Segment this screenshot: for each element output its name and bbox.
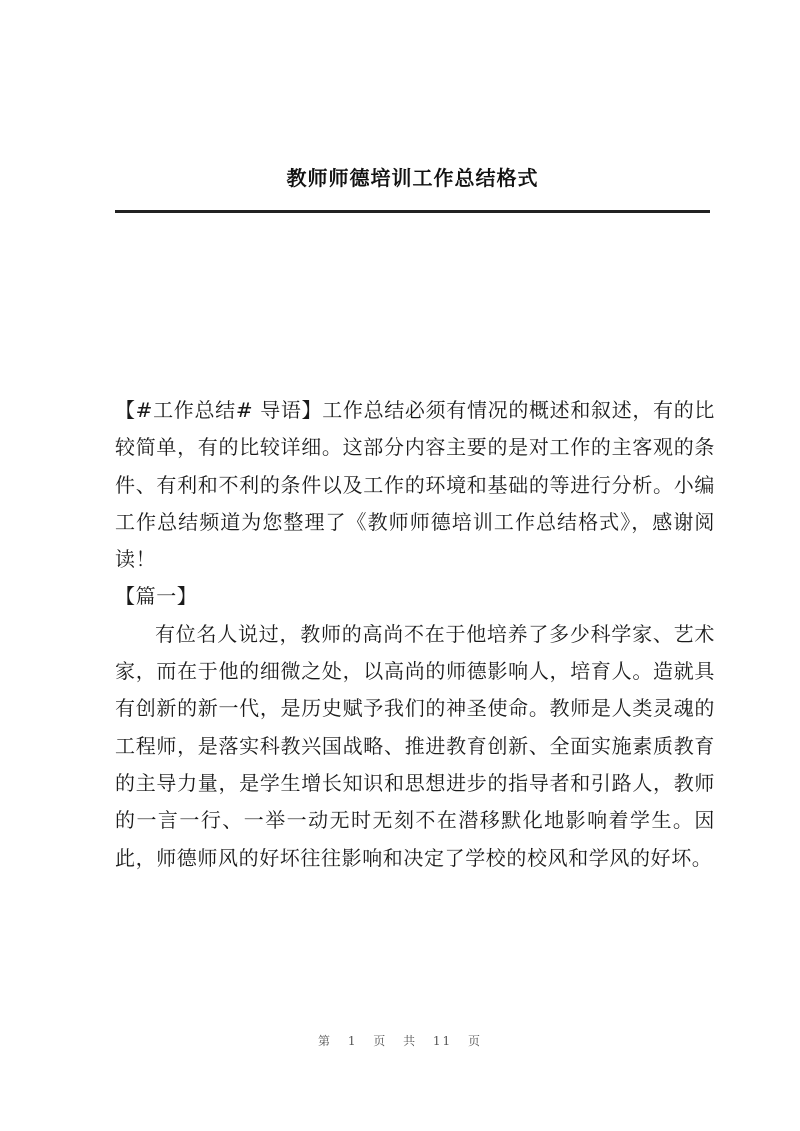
document-title: 教师师德培训工作总结格式 bbox=[286, 166, 539, 190]
intro-paragraph: 【#工作总结# 导语】工作总结必须有情况的概述和叙述，有的比较简单，有的比较详细。这部分内容主要的是对工作的主客观的条件、有利和不利的条件以及工作的环境和基础的等进行分析。小编工作总结频道为您整理了《教师师德培训工作总结格式》，感谢阅读！ bbox=[115, 398, 715, 572]
document-body bbox=[115, 392, 715, 877]
body-paragraph: 有位名人说过，教师的高尚不在于他培养了多少科学家、艺术家，而在于他的细微之处，以高尚的师德影响人，培育人。造就具有创新的新一代，是历史赋予我们的神圣使命。教师是人类灵魂的工程师，是落实科教兴国战略、推进教育创新、全面实施素质教育的主导力量，是学生增长知识和思想进步的指导者和引路人，教师的一言一行、一举一动无时无刻不在潜移默化地影响着学生。因此，师德师风的好坏往往影响和决定了学校的校风和学风的好坏。 bbox=[115, 621, 715, 870]
title-underline bbox=[115, 210, 710, 213]
page-number: 第 1 页 共 11 页 bbox=[318, 1034, 482, 1048]
section-heading: 【篇一】 bbox=[115, 584, 198, 609]
